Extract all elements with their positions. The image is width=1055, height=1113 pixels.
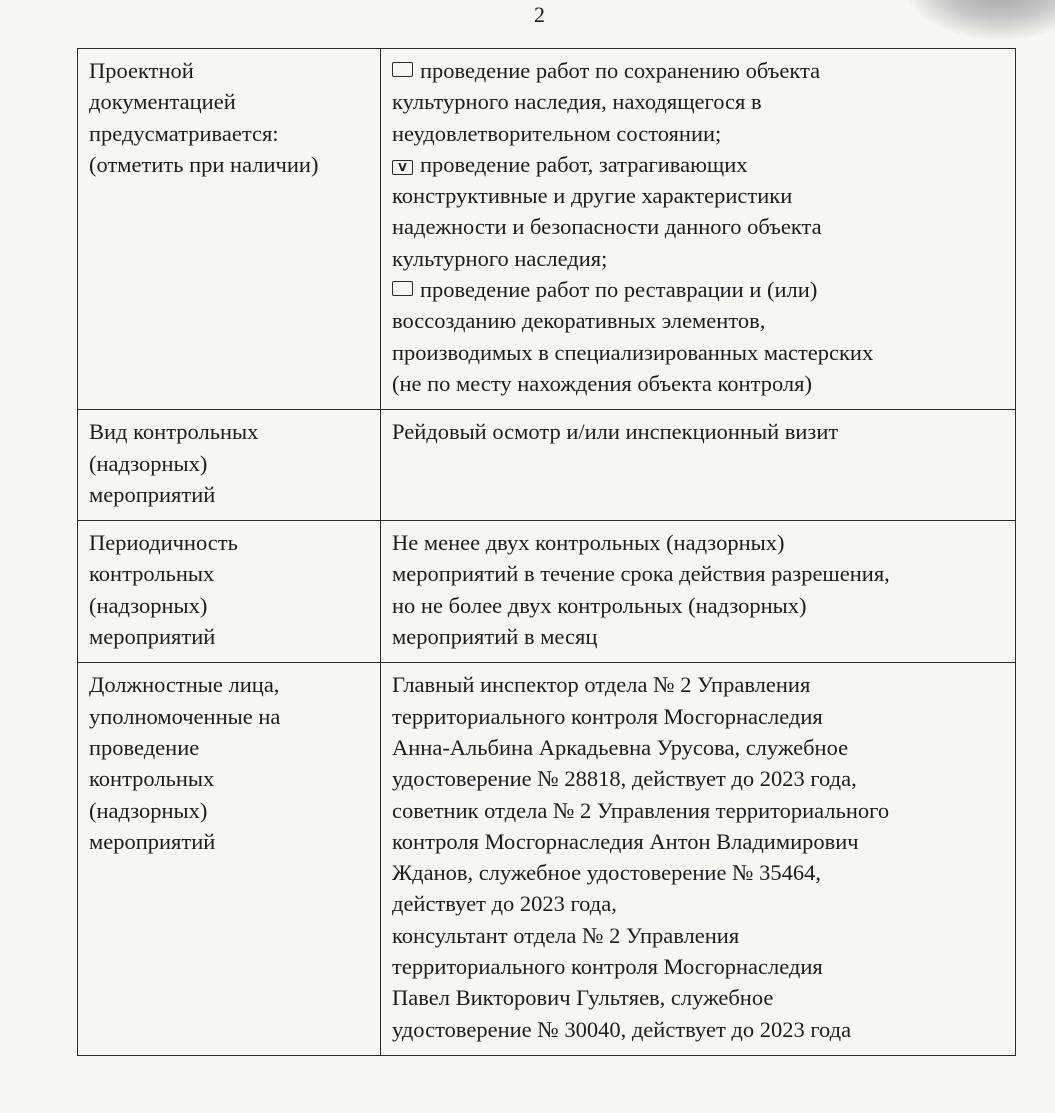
label-line: мероприятий (89, 828, 216, 854)
value-line: советник отдела № 2 Управления территориального (392, 797, 890, 823)
row-value-cell (381, 49, 1016, 410)
label-line: мероприятий (89, 481, 216, 507)
option-line: проведение работ, затрагивающих (420, 151, 748, 177)
table-row (78, 49, 1016, 410)
label-line: уполномоченные на (89, 703, 281, 729)
label-line: предусматривается: (89, 120, 279, 146)
option-line: культурного наследия; (392, 245, 608, 271)
option-line: культурного наследия, находящегося в (392, 89, 762, 115)
row-value-cell (381, 663, 1016, 1056)
label-line: Проектной (89, 58, 194, 83)
document-table (77, 48, 1016, 1056)
option-konstruktivnye (392, 149, 1009, 274)
label-line: контрольных (89, 766, 215, 792)
label-line: проведение (89, 734, 200, 760)
value-line: удостоверение № 28818, действует до 2023 года, (392, 766, 857, 792)
row-label-cell (78, 49, 381, 410)
table-row (78, 521, 1016, 663)
value-line: мероприятий в месяц (392, 624, 598, 650)
label-line: (надзорных) (89, 450, 208, 476)
value-line: консультант отдела № 2 Управления (392, 922, 740, 948)
option-line: проведение работ по реставрации и (или) (420, 277, 818, 303)
value-line: Анна-Альбина Аркадьевна Урусова, служебное (392, 734, 849, 760)
label-line: Должностные лица, (89, 672, 280, 698)
option-line: надежности и безопасности данного объекта (392, 214, 822, 240)
checkbox-unchecked-icon[interactable] (392, 281, 413, 296)
label-line: мероприятий (89, 624, 216, 650)
option-line: производимых в специализированных мастерских (392, 339, 874, 365)
value-line: Не менее двух контрольных (надзорных) (392, 530, 785, 556)
value-line: но не более двух контрольных (надзорных) (392, 592, 807, 618)
label-line: (надзорных) (89, 797, 208, 823)
row-label-cell (78, 521, 381, 663)
checkbox-unchecked-icon[interactable] (392, 62, 413, 77)
page-number: 2 (534, 2, 545, 27)
value-line: контроля Мосгорнаследия Антон Владимирович (392, 828, 859, 854)
option-line: (не по месту нахождения объекта контроля) (392, 370, 812, 396)
option-line: неудовлетворительном состоянии; (392, 120, 722, 146)
label-line: Вид контрольных (89, 419, 259, 445)
table-row (78, 663, 1016, 1056)
value-line: территориального контроля Мосгорнаследия (392, 954, 823, 980)
option-line: конструктивные и другие характеристики (392, 183, 793, 209)
label-line: документацией (89, 89, 236, 115)
row-label-cell (78, 663, 381, 1056)
checkbox-checked-icon[interactable]: V (392, 160, 413, 175)
value-line: Рейдовый осмотр и/или инспекционный визит (392, 419, 839, 445)
label-line: (отметить при наличии) (89, 151, 319, 177)
table-row (78, 410, 1016, 521)
row-value-cell (381, 410, 1016, 521)
label-line: Периодичность (89, 530, 238, 556)
value-line: территориального контроля Мосгорнаследия (392, 703, 823, 729)
row-label-cell (78, 410, 381, 521)
option-line: воссозданию декоративных элементов, (392, 308, 766, 334)
option-restavraciya (392, 274, 1009, 399)
value-line: удостоверение № 30040, действует до 2023 года (392, 1016, 852, 1042)
row-value-cell (381, 521, 1016, 663)
value-line: Главный инспектор отдела № 2 Управления (392, 672, 811, 698)
option-sohranenie (392, 55, 1009, 149)
value-line: действует до 2023 года, (392, 891, 617, 917)
label-line: (надзорных) (89, 592, 208, 618)
value-line: Павел Викторович Гультяев, служебное (392, 985, 774, 1011)
option-line: проведение работ по сохранению объекта (420, 58, 821, 83)
value-line: мероприятий в течение срока действия разрешения, (392, 561, 890, 587)
label-line: контрольных (89, 561, 215, 587)
value-line: Жданов, служебное удостоверение № 35464, (392, 860, 822, 886)
